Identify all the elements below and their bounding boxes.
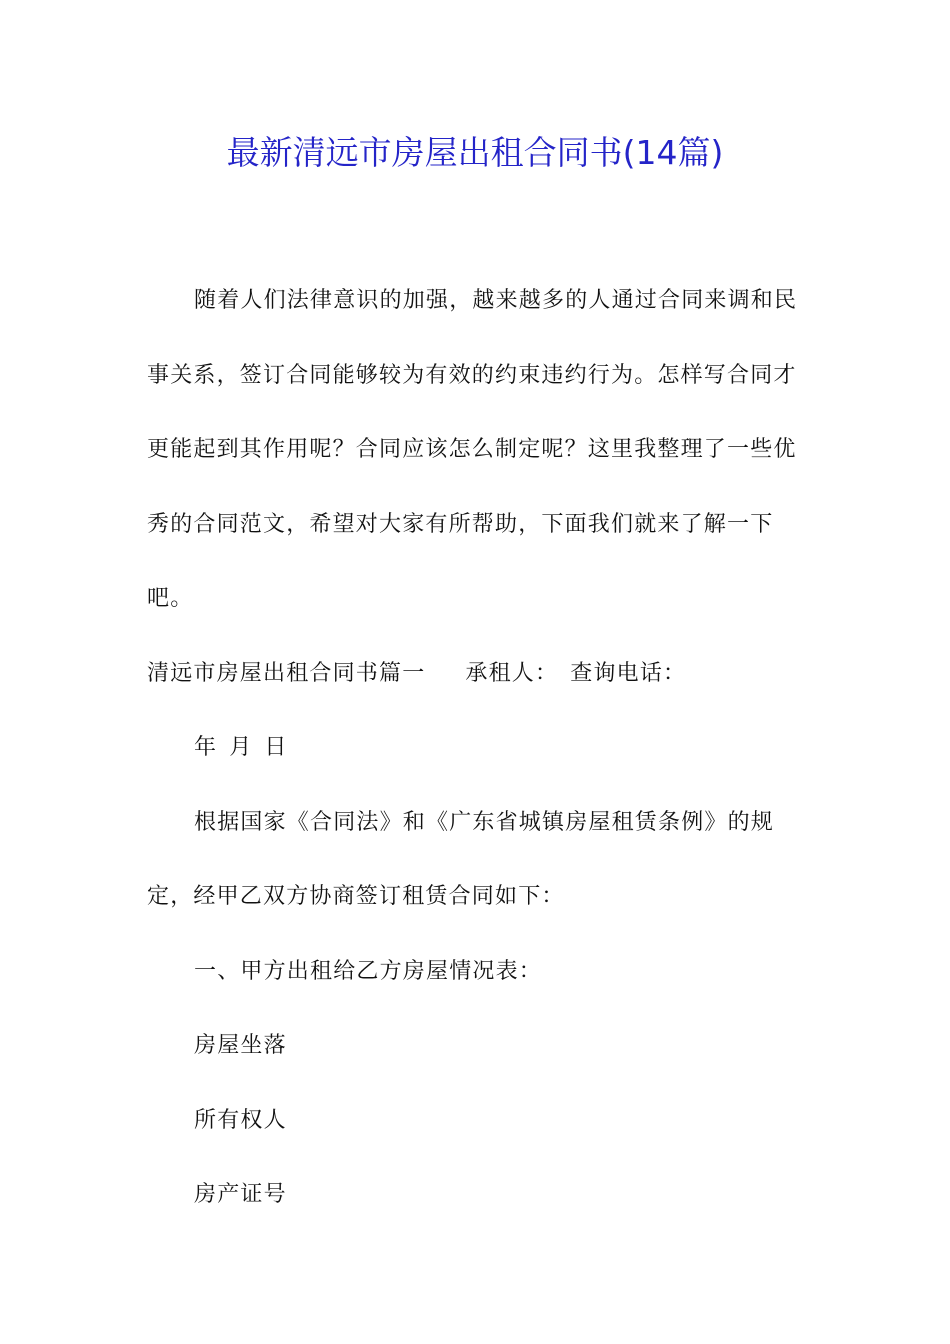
document-title: 最新清远市房屋出租合同书(14篇) xyxy=(226,133,724,172)
basis-paragraph: 根据国家《合同法》和《广东省城镇房屋租赁条例》的规定，经甲乙双方协商签订租赁合同如下： xyxy=(147,809,775,909)
field-location: 房屋坐落 xyxy=(194,1033,287,1058)
date-month: 月 xyxy=(229,735,253,760)
tenant-label: 承租人： xyxy=(465,660,559,686)
date-year: 年 xyxy=(194,735,218,760)
section-heading: 清远市房屋出租合同书篇一 xyxy=(147,660,426,686)
field-owner: 所有权人 xyxy=(194,1107,287,1133)
date-line xyxy=(147,711,807,786)
clause-1: 一、甲方出租给乙方房屋情况表： xyxy=(194,958,543,984)
date-day: 日 xyxy=(264,735,288,760)
phone-label: 查询电话： xyxy=(570,660,687,686)
document-body xyxy=(147,264,807,1233)
intro-paragraph: 随着人们法律意识的加强，越来越多的人通过合同来调和民事关系，签订合同能够较为有效的约束违约行为。怎样写合同才更能起到其作用呢？合同应该怎么制定呢？这里我整理了一些优秀的合同范文，希望对大家有所帮助，下面我们就来了解一下吧。 xyxy=(147,288,798,611)
field-cert-no: 房产证号 xyxy=(194,1182,287,1207)
section-heading-line xyxy=(147,637,807,712)
